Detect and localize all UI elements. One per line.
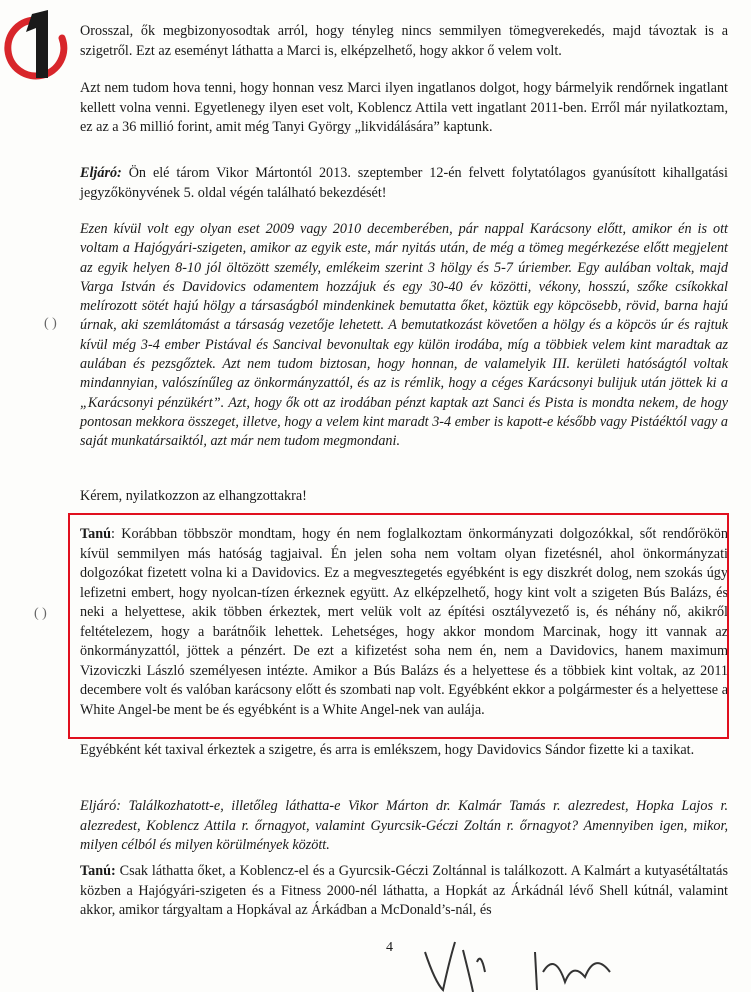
paragraph: Egyébként két taxival érkeztek a szigetre, és arra is emlékszem, hogy Davidovics Sándor fizette ki a taxikat. bbox=[80, 742, 695, 758]
paragraph bbox=[80, 862, 728, 921]
highlight-box bbox=[68, 513, 729, 739]
number-one-logo-icon bbox=[4, 8, 70, 86]
paragraph bbox=[80, 164, 728, 203]
quoted-paragraph: Ezen kívül volt egy olyan eset 2009 vagy 2010 decemberében, pár nappal Karácsony előtt, amikor én is ott voltam a Hajógyári-szigeten, amikor az egyik este, már nyitás után, de még a tömeg megérkezése előtt megjelent az egyik helyen 8-10 jól öltözött személy, emlékeim szerint 3 hölgy és 5-7 úriember. Egy aulában voltak, majd Varga István és Davidovics odamentem hozzájuk és egy 30-40 év közötti, vékony, hosszú, szőke csíkokkal melírozott sötét hajú hölgy a társaságból mindenkinek bemutatta őket, köztük egy köpcösebb, rövid, barna hajú úrnak, aki szemlátomást a társaság vezetője lehetett. A bemutatkozást követően a hölgy és a köpcös úr és rajtuk kívül még 3-4 ember Pistával és Sancival bevonultak egy külön irodába, míg a többiek velem kint maradtak az aulában és pezsgőztek. Azt nem tudom biztosan, hogy honnan, de valamelyik III. kerületi hatóságtól voltak mindannyian, valószínűleg az önkormányzattól, és az is rémlik, hogy a céges Karácsonyi bulijuk után jöttek ki a „Karácsonyi pénzükért”. Azt, hogy ők ott az irodában pénzt kaptak azt Sanci és Pista is mondta nekem, de hogy pontosan mekkora összeget, illetve, hogy a velem kint maradt 3-4 ember is kapott-e később vagy Pistáéktól vagy a saját munkatársaiktól, azt már nem tudom megmondani. bbox=[80, 221, 728, 450]
paragraph: Eljáró: Találkozhatott-e, illetőleg láthatta-e Vikor Márton dr. Kalmár Tamás r. alezredest, Hopka Lajos r. alezredest, Koblencz Attila r. őrnagyot, valamint Gyurcsik-Géczi Zoltán r. őrnagyot? Amennyiben igen, mikor, milyen célból és milyen körülmények között. bbox=[80, 798, 728, 853]
margin-mark: ( ) bbox=[44, 316, 57, 331]
paragraph: Azt nem tudom hova tenni, hogy honnan vesz Marci ilyen ingatlanos dolgot, hogy bármelyik rendőrnek ingatlant kellett volna venni. Egyetlenegy ilyen eset volt, Koblencz Attila vett ingatlant 2011-ben. Erről már nyilatkoztam, ez az a 36 millió forint, amit még Tanyi György „likvidálására” kaptunk. bbox=[80, 80, 728, 135]
speaker-label: Eljáró: bbox=[80, 165, 122, 181]
paragraph: Kérem, nyilatkozzon az elhangzottakra! bbox=[80, 488, 307, 504]
paragraph-text: Ön elé tárom Vikor Mártontól 2013. szeptember 12-én felvett folytatólagos gyanúsított kihallgatási jegyzőkönyvének 5. oldal végén található bekezdését! bbox=[80, 165, 728, 201]
page-number: 4 bbox=[386, 940, 393, 955]
handwritten-signature bbox=[415, 922, 615, 992]
speaker-label: Tanú: bbox=[80, 863, 116, 879]
speaker-label: Tanú bbox=[80, 526, 112, 542]
margin-mark: ( ) bbox=[34, 606, 47, 621]
paragraph: Orosszal, ők megbizonyosodtak arról, hogy tényleg nincs semmilyen tömegverekedés, majd távoztak is a szigetről. Ezt az eseményt láthatta a Marci is, elképzelhető, hogy akkor ő velem volt. bbox=[80, 23, 728, 59]
paragraph-text: : Korábban többször mondtam, hogy én nem foglalkoztam önkormányzati dolgozókkal, sőt rendőrökön kívül semmilyen más hatóság tagjaival. Én jelen soha nem voltam olyan fizetésnél, ahol önkormányzati dolgozókat fizetett volna ki a Davidovics. Ez a megvesztegetés egyébként is egy diszkrét dolog, nem szokás úgy lefizetni embert, hogy nyolcan-tízen érkeznek együtt. Az elképzelhető, hogy kint volt a szigeten Bús Balázs, és neki a helyettese, akik többen érkeztek, mert velük volt az építési osztályvezető is, és néhány nő, akikről feltételezem, hogy a barátnőik lehettek. Lehetséges, hogy akkor mondom Marcinak, hogy itt vannak az önkormányzattól, jöttek a pénzért. De ezt a kifizetést soha nem én, nem a Davidovics, hanem maximum Vizoviczki László személyesen intézte. Amikor a Bús Balázs és a helyettese és a többiek kint voltak, az 2011 decembere volt és valóban karácsony előtt és szombati nap volt. Egyébként ekkor a polgármester és a helyettese a White Angel-be ment be és egyébként is a White Angel-nek van aulája. bbox=[80, 526, 728, 718]
paragraph-text: Csak láthatta őket, a Koblencz-el és a Gyurcsik-Géczi Zoltánnal is találkozott. A Kalmárt a kutyasétáltatás közben a Hajógyári-szigeten és a Fitness 2000-nél láthatta, a Hopkát az Árkádnál lévő Shell kútnál, valamint akkor, amikor tárgyaltam a Hopkával az Árkádban a McDonald’s-nál, és bbox=[80, 863, 728, 918]
